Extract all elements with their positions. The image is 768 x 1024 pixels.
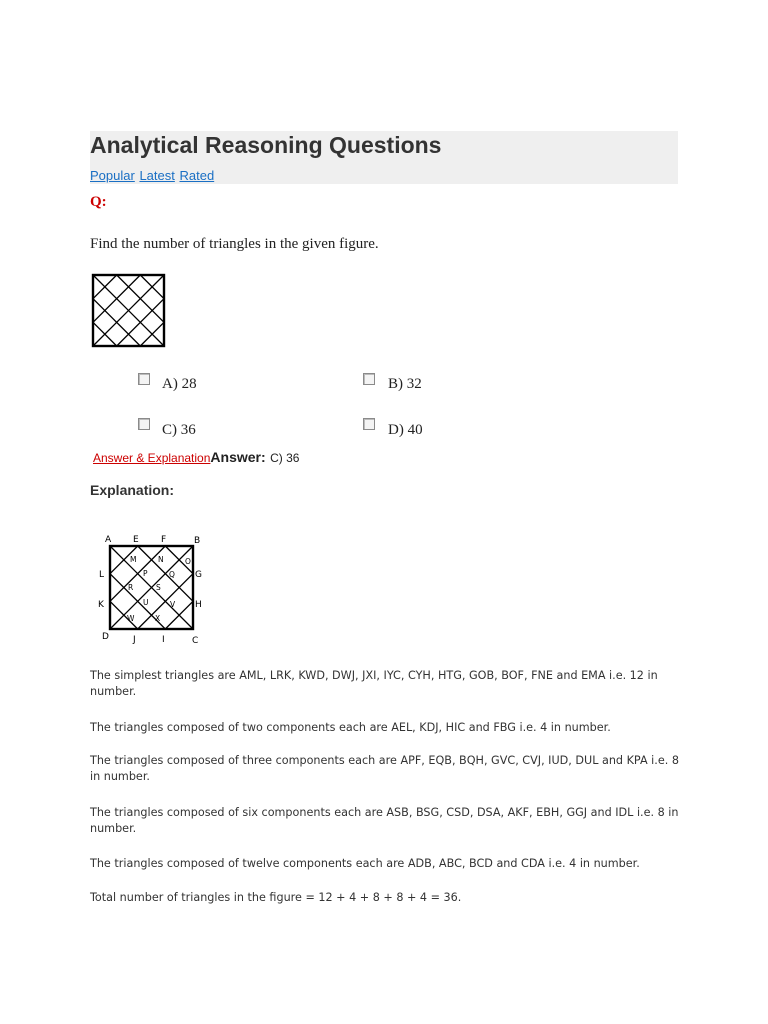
link-popular[interactable]: Popular (90, 168, 135, 183)
figure-label-s: S (156, 583, 161, 592)
figure-label-l: L (99, 570, 105, 580)
explanation-paragraph-4: The triangles composed of six components each are ASB, BSG, CSD, DSA, AKF, EBH, GGJ and IDL i.e. 8 in number. (90, 806, 679, 835)
option-a[interactable]: A) 28 (162, 376, 197, 392)
figure-label-w: W (127, 614, 135, 623)
figure-label-c: C (192, 636, 199, 646)
option-b[interactable]: B) 32 (388, 376, 422, 392)
explanation-heading: Explanation: (90, 482, 175, 498)
link-latest[interactable]: Latest (139, 168, 175, 183)
question-text: Find the number of triangles in the given figure. (90, 236, 379, 252)
figure-label-g: G (195, 570, 202, 580)
option-c[interactable]: C) 36 (162, 422, 196, 438)
answer-explanation-link[interactable]: Answer & Explanation (93, 451, 211, 465)
figure-label-m: M (130, 555, 137, 564)
figure-label-q: Q (169, 570, 175, 579)
figure-label-j: J (133, 635, 136, 645)
explanation-paragraph-5: The triangles composed of twelve components each are ADB, ABC, BCD and CDA i.e. 4 in number. (90, 857, 640, 870)
explanation-paragraph-1: The simplest triangles are AML, LRK, KWD, DWJ, JXI, IYC, CYH, HTG, GOB, BOF, FNE and EMA i.e. 12 in number. (90, 669, 658, 698)
figure-label-a: A (105, 535, 112, 545)
figure-label-x: X (155, 614, 161, 623)
figure-label-f: F (161, 535, 167, 545)
checkbox-option-c[interactable] (138, 418, 150, 430)
figure-label-h: H (195, 600, 202, 610)
figure-label-p: P (143, 569, 148, 578)
explanation-figure (96, 532, 216, 648)
figure-label-v: V (170, 600, 176, 609)
link-rated[interactable]: Rated (179, 168, 215, 183)
figure-label-d: D (102, 632, 109, 642)
figure-label-k: K (98, 600, 104, 610)
answer-row (90, 449, 299, 467)
figure-label-e: E (133, 535, 139, 545)
checkbox-option-a[interactable] (138, 373, 150, 385)
question-figure (91, 273, 167, 349)
page-title: Analytical Reasoning Questions (90, 132, 442, 158)
explanation-paragraph-2: The triangles composed of two components each are AEL, KDJ, HIC and FBG i.e. 4 in number. (90, 721, 611, 734)
figure-label-o: O (185, 557, 191, 566)
checkbox-option-d[interactable] (363, 418, 375, 430)
checkbox-option-b[interactable] (363, 373, 375, 385)
figure-label-u: U (143, 598, 149, 607)
answer-label: Answer: (210, 449, 266, 465)
explanation-paragraph-3: The triangles composed of three components each are APF, EQB, BQH, GVC, CVJ, IUD, DUL and KPA i.e. 8 in number. (90, 754, 679, 783)
figure-label-r: R (128, 583, 134, 592)
question-label: Q: (90, 194, 107, 210)
option-d[interactable]: D) 40 (388, 422, 423, 438)
figure-label-n: N (158, 555, 164, 564)
figure-label-b: B (194, 536, 201, 546)
figure-label-i: I (162, 635, 165, 645)
explanation-paragraph-6: Total number of triangles in the figure = 12 + 4 + 8 + 8 + 4 = 36. (90, 891, 462, 904)
sort-links (90, 168, 215, 183)
answer-value: C) 36 (270, 451, 300, 465)
